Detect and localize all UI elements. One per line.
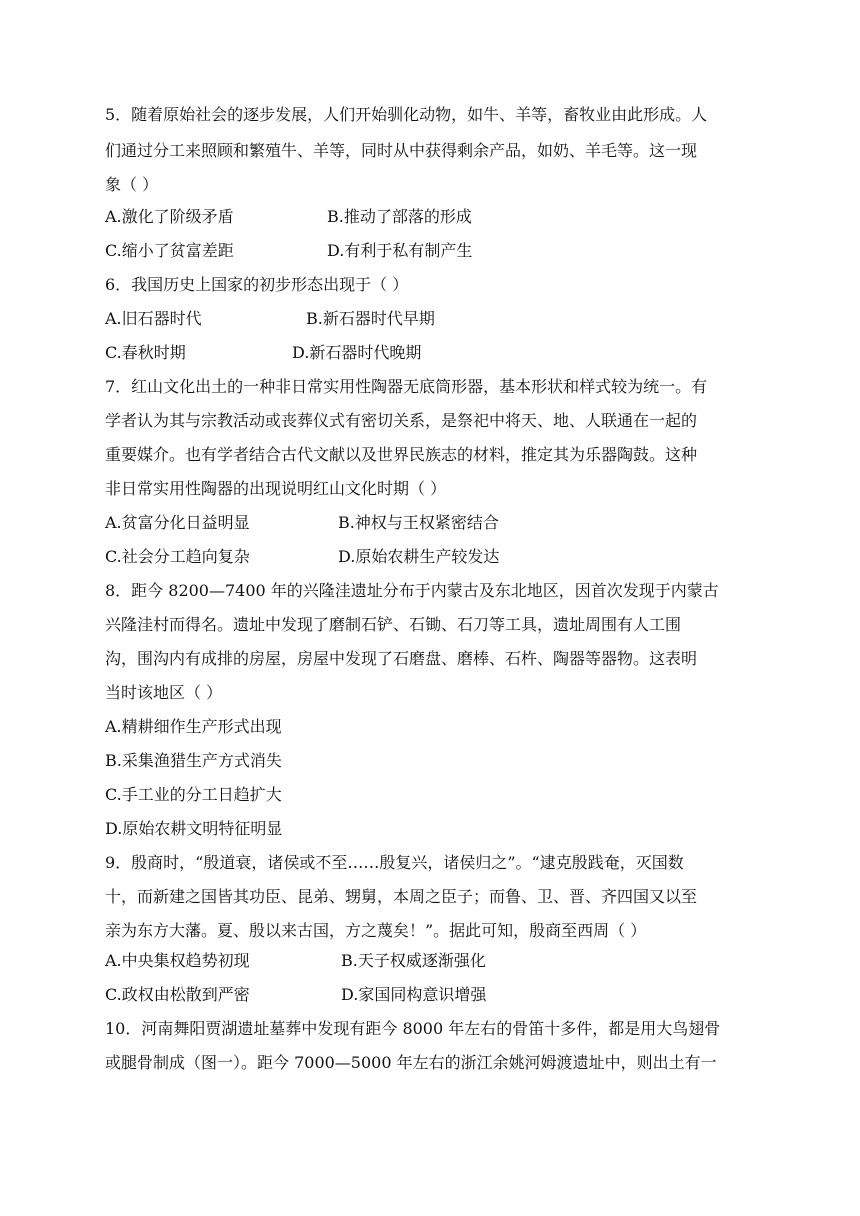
q7-option-d: D.原始农耕生产较发达 — [338, 547, 500, 566]
q5-stem-line-2: 们通过分工来照顾和繁殖牛、羊等，同时从中获得剩余产品，如奶、羊毛等。这一现 — [105, 141, 698, 160]
q9-option-b: B.天子权威逐渐强化 — [341, 951, 486, 970]
q9-option-d: D.家国同构意识增强 — [341, 985, 487, 1004]
q8-option-a: A.精耕细作生产形式出现 — [105, 717, 282, 736]
q7-stem-line-2: 学者认为其与宗教活动或丧葬仪式有密切关系，是祭祀中将天、地、人联通在一起的 — [105, 411, 698, 430]
q5-stem-line-3: 象（ ） — [105, 175, 159, 194]
q9-stem-line-2: 十，而新建之国皆其功臣、昆弟、甥舅，本周之臣子；而鲁、卫、晋、齐四国又以至 — [105, 887, 698, 906]
q7-stem-line-3: 重要媒介。也有学者结合古代文献以及世界民族志的材料，推定其为乐器陶鼓。这种 — [105, 445, 698, 464]
q8-stem-line-4: 当时该地区（ ） — [105, 683, 223, 702]
q8-option-b: B.采集渔猎生产方式消失 — [105, 751, 282, 770]
q9-option-c: C.政权由松散到严密 — [105, 985, 250, 1004]
q6-option-c: C.春秋时期 — [105, 343, 186, 362]
q7-stem-line-4: 非日常实用性陶器的出现说明红山文化时期（ ） — [105, 479, 447, 498]
q8-option-d: D.原始农耕文明特征明显 — [105, 819, 283, 838]
q6-option-a: A.旧石器时代 — [105, 309, 202, 328]
q10-stem-line-1: 10．河南舞阳贾湖遗址墓葬中发现有距今 8000 年左右的骨笛十多件，都是用大鸟翅骨 — [105, 1019, 721, 1038]
q5-stem-line-1: 5．随着原始社会的逐步发展，人们开始驯化动物，如牛、羊等，畜牧业由此形成。人 — [105, 105, 708, 124]
q8-stem-line-3: 沟，围沟内有成排的房屋，房屋中发现了石磨盘、磨棒、石杵、陶器等器物。这表明 — [105, 649, 698, 668]
q9-stem-line-1: 9．殷商时，“殷道衰，诸侯或不至……殷复兴，诸侯归之”。“逮克殷践奄，灭国数 — [105, 853, 684, 872]
q9-option-a: A.中央集权趋势初现 — [105, 951, 250, 970]
q9-stem-line-3: 亲为东方大藩。夏、殷以来古国，方之蔑矣！”。据此可知，殷商至西周（ ） — [105, 921, 647, 940]
q7-stem-line-1: 7．红山文化出土的一种非日常实用性陶器无底筒形器，基本形状和样式较为统一。有 — [105, 377, 708, 396]
q6-stem-line-1: 6．我国历史上国家的初步形态出现于（ ） — [105, 275, 409, 294]
q6-option-d: D.新石器时代晚期 — [292, 343, 422, 362]
q5-option-b: B.推动了部落的形成 — [327, 207, 472, 226]
q6-option-b: B.新石器时代早期 — [306, 309, 435, 328]
q5-option-a: A.激化了阶级矛盾 — [105, 207, 234, 226]
q10-stem-line-2: 或腿骨制成（图一）。距今 7000—5000 年左右的浙江余姚河姆渡遗址中，则出土有一 — [105, 1053, 717, 1072]
q8-option-c: C.手工业的分工日趋扩大 — [105, 785, 282, 804]
q7-option-c: C.社会分工趋向复杂 — [105, 547, 250, 566]
q5-option-d: D.有利于私有制产生 — [327, 241, 473, 260]
q5-option-c: C.缩小了贫富差距 — [105, 241, 234, 260]
q8-stem-line-1: 8．距今 8200—7400 年的兴隆洼遗址分布于内蒙古及东北地区，因首次发现于内蒙古 — [105, 581, 719, 600]
q7-option-a: A.贫富分化日益明显 — [105, 513, 250, 532]
q8-stem-line-2: 兴隆洼村而得名。遗址中发现了磨制石铲、石锄、石刀等工具，遗址周围有人工围 — [105, 615, 682, 634]
q7-option-b: B.神权与王权紧密结合 — [338, 513, 499, 532]
